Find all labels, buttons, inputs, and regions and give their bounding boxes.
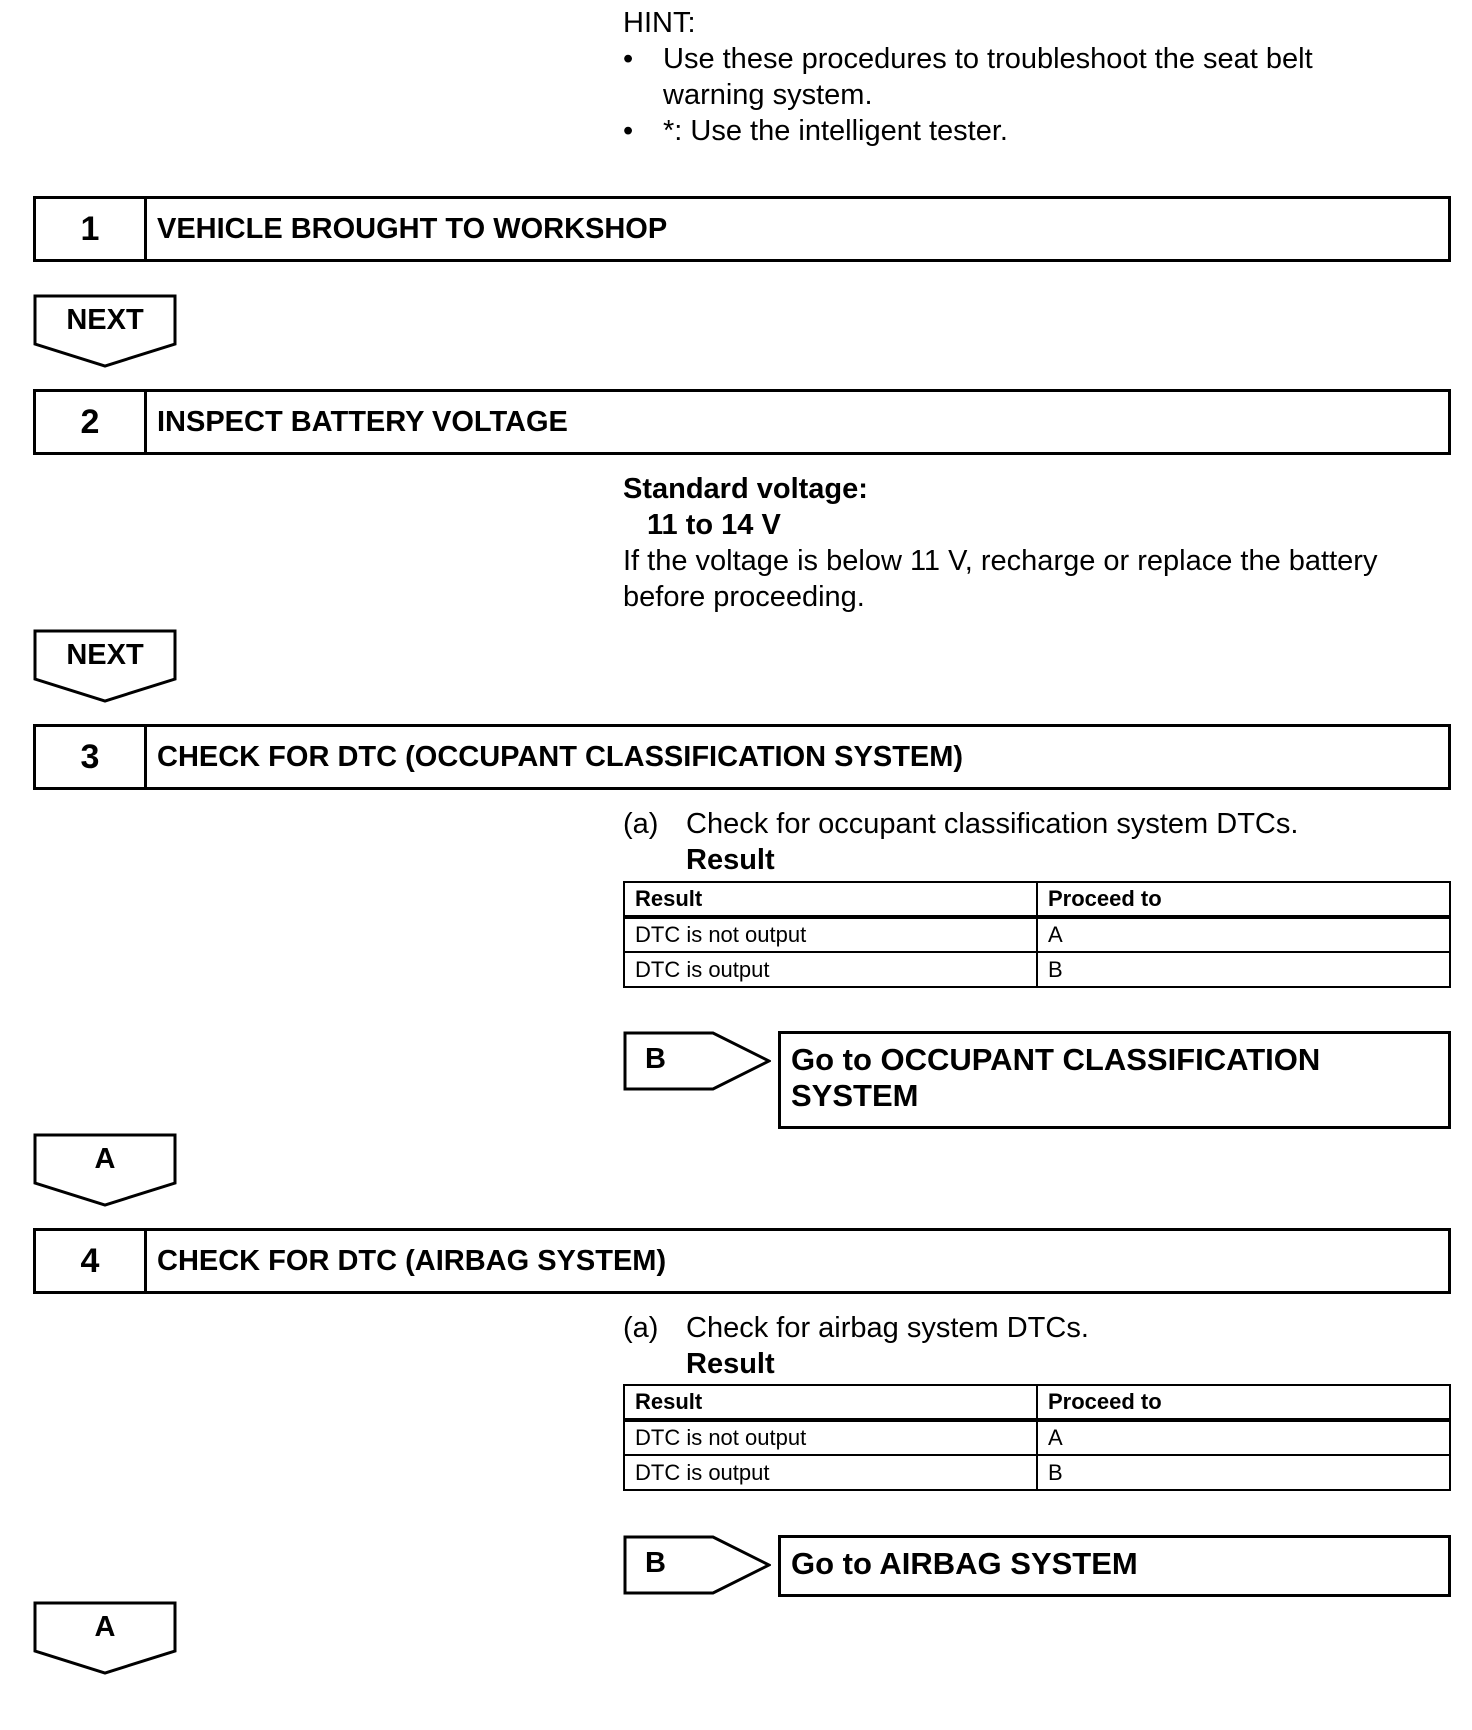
b-branch-arrow-step-3 [623,1031,771,1091]
step-1-header [33,196,1451,262]
table-cell: A [1037,917,1450,952]
a-label: A [94,1143,116,1175]
step-4-check-text: Check for airbag system DTCs. [686,1312,1089,1344]
goto-occupant-classification [778,1031,1451,1129]
next-arrow-1 [33,294,177,368]
table-header-cell: Result [624,1385,1037,1420]
step-title: CHECK FOR DTC (OCCUPANT CLASSIFICATION SYSTEM) [157,740,964,773]
b-label: B [645,1043,666,1075]
table-header-row [624,882,1450,917]
bullet-dot: • [623,115,634,147]
table-row [624,917,1450,952]
table-row [624,1420,1450,1455]
hint-bullet-1-line-2: warning system. [663,79,873,111]
hint-bullet-2-text: *: Use the intelligent tester. [663,115,1008,147]
table-cell: DTC is not output [624,917,1037,952]
goto-line-1: Go to AIRBAG SYSTEM [791,1546,1138,1581]
step-2-header [33,389,1451,455]
step-3-check-marker: (a) [623,808,659,840]
goto-line-2: SYSTEM [791,1078,919,1113]
step-3-check-text: Check for occupant classification system DTCs. [686,808,1299,840]
next-arrow-2 [33,629,177,703]
table-cell: B [1037,952,1450,987]
step-4-result-label: Result [686,1348,775,1380]
standard-voltage-label: Standard voltage: [623,473,868,505]
hint-title: HINT: [623,7,696,39]
table-row [624,952,1450,987]
table-cell: DTC is output [624,1455,1037,1490]
step-3-result-label: Result [686,844,775,876]
table-row [624,1455,1450,1490]
step-title: INSPECT BATTERY VOLTAGE [157,405,568,438]
standard-voltage-value: 11 to 14 V [647,509,781,541]
battery-note-line-2: before proceeding. [623,581,865,613]
table-cell: A [1037,1420,1450,1455]
b-branch-arrow-step-4 [623,1535,771,1595]
step-number: 4 [36,1231,147,1291]
a-arrow-step-3 [33,1133,177,1207]
next-label: NEXT [66,639,144,671]
table-cell: DTC is output [624,952,1037,987]
table-header-cell: Proceed to [1037,1385,1450,1420]
step-number: 2 [36,392,147,452]
bullet-dot: • [623,43,634,75]
table-header-cell: Result [624,882,1037,917]
step-4-check-marker: (a) [623,1312,659,1344]
step-number: 3 [36,727,147,787]
step-3-header [33,724,1451,790]
step-4-result-table [623,1384,1451,1491]
step-number: 1 [36,199,147,259]
table-cell: B [1037,1455,1450,1490]
step-title: VEHICLE BROUGHT TO WORKSHOP [157,212,668,245]
table-header-cell: Proceed to [1037,882,1450,917]
a-label: A [94,1611,116,1643]
battery-note-line-1: If the voltage is below 11 V, recharge or replace the battery [623,545,1378,577]
step-3-result-table [623,881,1451,988]
table-cell: DTC is not output [624,1420,1037,1455]
table-header-row [624,1385,1450,1420]
hint-bullet-1-line-1: Use these procedures to troubleshoot the seat belt [663,43,1313,75]
goto-airbag-system [778,1535,1451,1597]
b-label: B [645,1547,666,1579]
a-arrow-step-4 [33,1601,177,1675]
step-title: CHECK FOR DTC (AIRBAG SYSTEM) [157,1244,667,1277]
next-label: NEXT [66,304,144,336]
goto-line-1: Go to OCCUPANT CLASSIFICATION [791,1042,1321,1077]
step-4-header [33,1228,1451,1294]
